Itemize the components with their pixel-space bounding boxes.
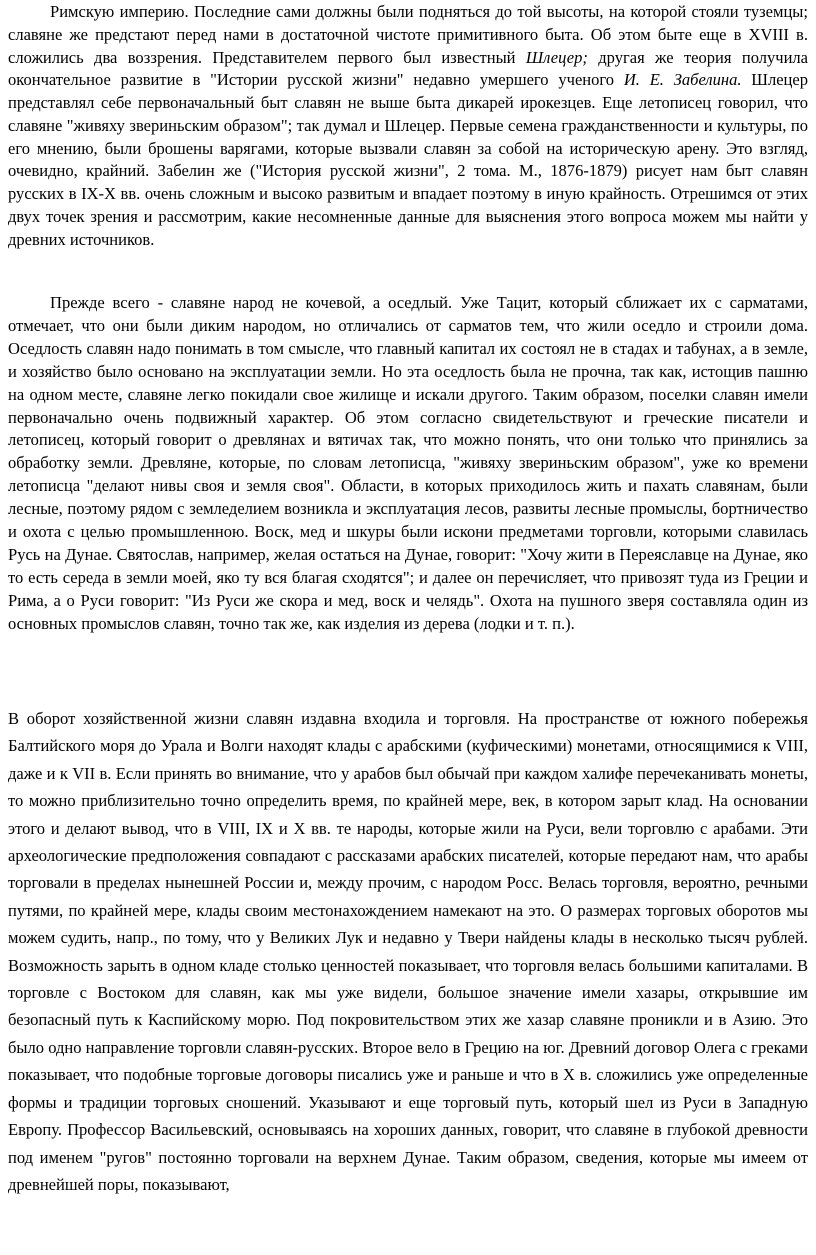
paragraph-1 xyxy=(8,1,808,251)
paragraph-2: Прежде всего - славяне народ не кочевой, а оседлый. Уже Тацит, который сближает их с сарматами, отмечает, что они были диким народом, но отличались от сарматов тем, что жили оседло и строили дома. Оседлость славян надо понимать в том смысле, что главный капитал их состоял не в стадах и табунах, а в земле, и хозяйство было основано на эксплуатации земли. Но эта оседлость была не прочна, так как, истощив пашню на одном месте, славяне легко покидали свое жилище и искали другого. Таким образом, поселки славян имели первоначально очень подвижный характер. Об этом согласно свидетельствуют и греческие писатели и летописец, который говорит о древлянах и вятичах так, что можно понять, что они только что принялись за обработку земли. Древляне, которые, по словам летописца, "живяху звериньским образом", уже ко времени летописца "делают нивы своя и земля своя". Области, в которых приходилось жить и пахать славянам, были лесные, поэтому рядом с земледелием возникла и эксплуатация лесов, развиты лесные промыслы, бортничество и охота с целью промышленною. Воск, мед и шкуры были искони предметами торговли, которыми славилась Русь на Дунае. Святослав, например, желая остаться на Дунае, говорит: "Хочу жити в Переяславце на Дунае, яко то есть середа в земли моей, яко ту вся благая сходятся"; и далее он перечисляет, что привозят туда из Греции и Рима, а о Руси говорит: "Из Руси же скора и мед, воск и челядь". Охота на пушного зверя составляла один из основных промыслов славян, точно так же, как изделия из дерева (лодки и т. п.). xyxy=(8,293,808,633)
author-name-schlozer: Шлецер; xyxy=(525,47,588,67)
paragraph-1-text-b: другая же теория получила окончательное развитие в "Истории русской жизни" недавно умершего ученого xyxy=(8,47,809,90)
paragraph-1-text-c: Шлецер представлял себе первоначальный быт славян не выше быта дикарей ирокезцев. Еще летописец говорил, что славяне "живяху звериньским образом"; так думал и Шлецер. Первые семена гражданственности и культуры, по его мнению, были брошены варягами, которые вызвали славян за собой на историческую арену. Это взгляд, очевидно, крайний. Забелин же ("История русской жизни", 2 тома. М., 1876-1879) рисует нам быт славян русских в IX-X вв. очень сложным и высоко развитым и впадает поэтому в иную крайность. Отрешимся от этих двух точек зрения и рассмотрим, какие несомненные данные для выяснения этого вопроса можем мы найти у древних источников. xyxy=(8,70,808,249)
paragraph-1-text-a: Римскую империю. Последние сами должны были подняться до той высоты, на которой стояли туземцы; славяне же предстают перед нами в достаточной чистоте примитивного быта. Об этом быте еще в XVIII в. сложились два воззрения. Представителем первого был известный xyxy=(8,2,808,67)
paragraph-3: В оборот хозяйственной жизни славян издавна входила и торговля. На пространстве от южного побережья Балтийского моря до Урала и Волги находят клады с арабскими (куфическими) монетами, относящимися к VIII, даже и к VII в. Если принять во внимание, что у арабов был обычай при каждом халифе перечеканивать монеты, то можно приблизительно точно определить время, по крайней мере, век, в котором зарыт клад. На основании этого и делают вывод, что в VIII, IX и X вв. те народы, которые жили на Руси, вели торговлю с арабами. Эти археологические предположения совпадают с рассказами арабских писателей, которые передают нам, что арабы торговали в пределах нынешней России и, между прочим, с народом Росс. Велась торговля, вероятно, речными путями, по крайней мере, клады своим местонахождением намекают на это. О размерах торговых оборотов мы можем судить, напр., по тому, что у Великих Лук и недавно у Твери найдены клады в несколько тысяч рублей. Возможность зарыть в одном кладе столько ценностей показывает, что торговля велась большими капиталами. В торговле с Востоком для славян, как мы уже видели, большое значение имели хазары, открывшие им безопасный путь к Каспийскому морю. Под покровительством этих же хазар славяне проникли и в Азию. Это было одно направление торговли славян-русских. Второе вело в Грецию на юг. Древний договор Олега с греками показывает, что подобные торговые договоры писались уже и раньше и что в X в. сложились уже определенные формы и традиции торговых сношений. Указывают и еще торговый путь, который шел из Руси в Западную Европу. Профессор Васильевский, основываясь на хороших данных, говорит, что славяне в глубокой древности под именем "ругов" постоянно торговали на верхнем Дунае. Таким образом, сведения, которые мы имеем от древнейшей поры, показывают, xyxy=(8,709,808,1194)
author-name-zabelin: И. Е. Забелина. xyxy=(623,70,742,90)
